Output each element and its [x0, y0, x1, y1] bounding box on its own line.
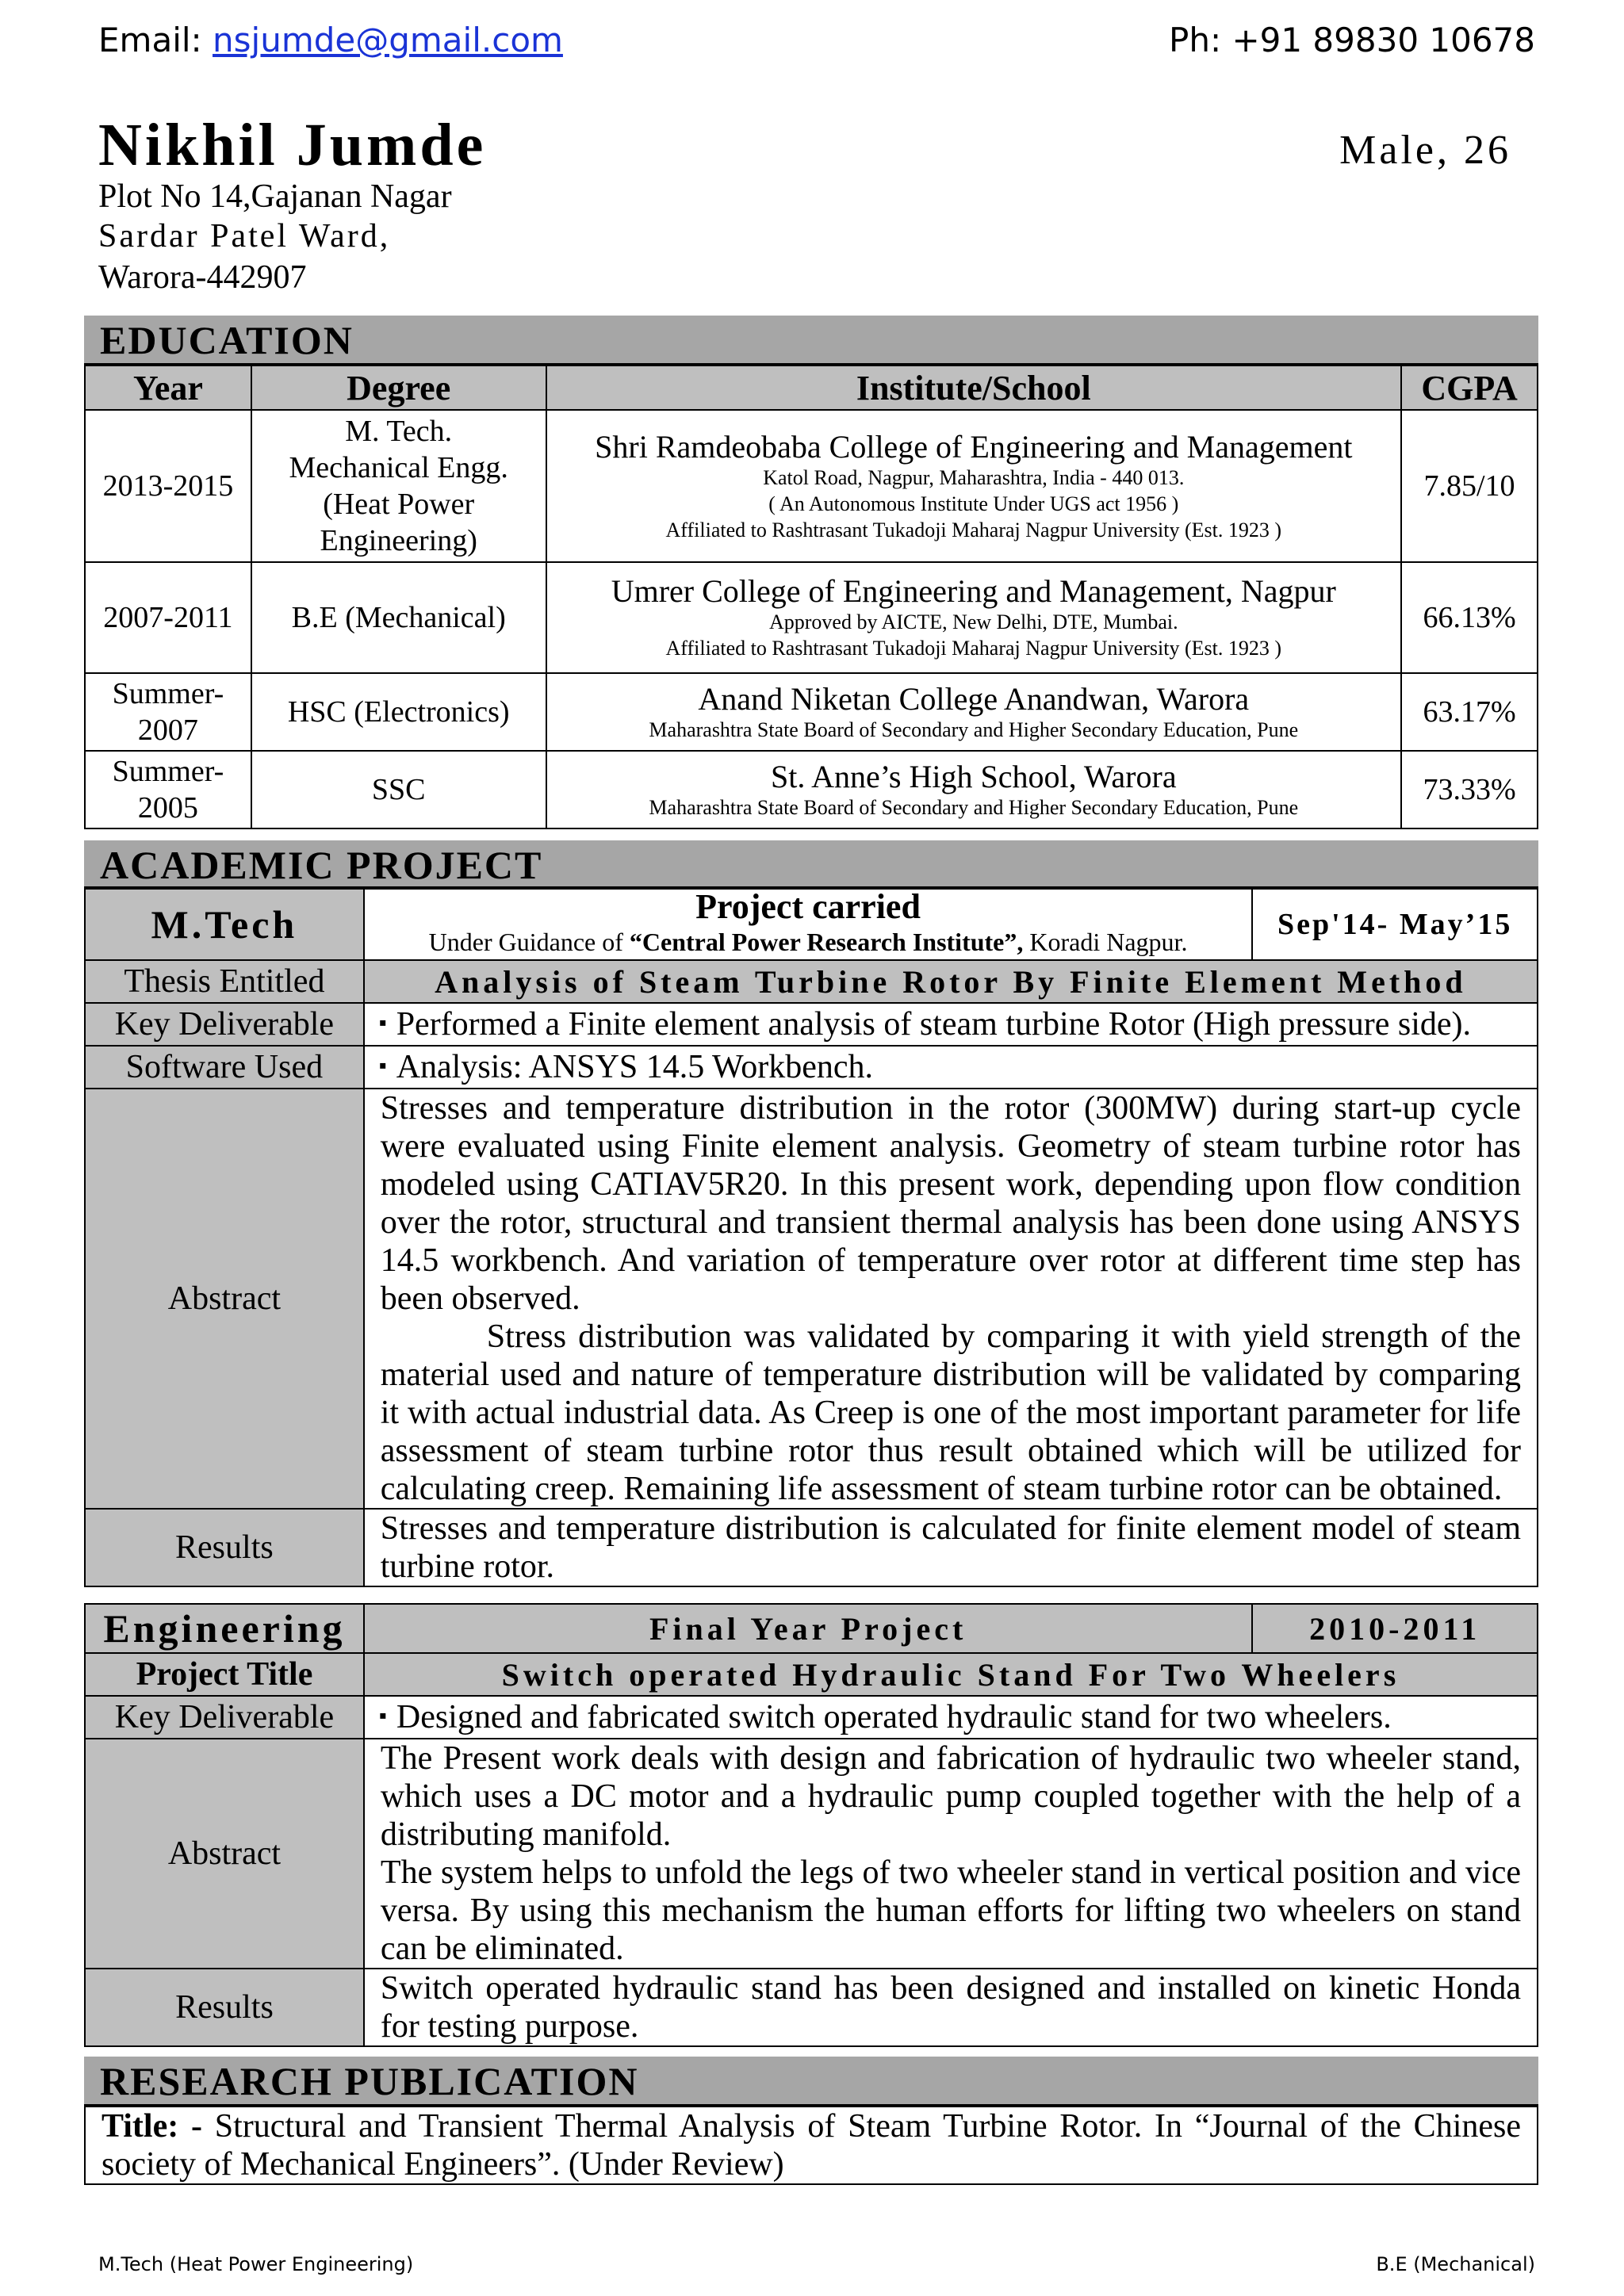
project-carried-cell	[364, 889, 1253, 960]
research-title: RESEARCH PUBLICATION	[100, 2059, 639, 2103]
education-row	[85, 673, 1538, 751]
abstract-paragraph: The system helps to unfold the legs of two wheeler stand in vertical position and vice versa. By using this mechanism the human efforts for lifting two wheelers on stand can be eliminated.	[380, 1854, 1521, 1967]
abstract-paragraph: The Present work deals with design and fabrication of hydraulic two wheeler stand, which uses a DC motor and a hydraulic pump coupled together with the help of a distributing manifold.	[380, 1740, 1521, 1853]
engineering-project-table	[84, 1603, 1538, 2047]
abstract-label: Abstract	[85, 1089, 364, 1509]
mtech-period: Sep'14- May’15	[1252, 889, 1538, 960]
guidance-prefix: Under Guidance of	[428, 928, 630, 956]
address-line-1: Plot No 14,Gajanan Nagar	[98, 178, 452, 215]
education-title: EDUCATION	[100, 318, 354, 362]
research-section-header	[84, 2057, 1538, 2106]
edu-institute	[546, 673, 1402, 751]
deliverable-label: Key Deliverable	[85, 1696, 364, 1739]
research-body: Structural and Transient Thermal Analysis of Steam Turbine Rotor. In “Journal of the Chinese society of Mechanical Engineers”. (Under Review)	[102, 2108, 1521, 2183]
address-line-3: Warora-442907	[98, 259, 307, 296]
engineering-period: 2010-2011	[1252, 1604, 1538, 1653]
abstract-text	[364, 1739, 1538, 1969]
contact-phone: Ph: +91 89830 10678	[1169, 21, 1535, 59]
results-label: Results	[85, 1509, 364, 1586]
abstract-paragraph: Stress distribution was validated by comparing it with yield strength of the material used and nature of temperature distribution will be validated by comparing it with actual industrial data. As Creep is one of the most important parameter for life assessment of steam turbine rotor thus result obtained which will be utilized for calculating creep. Remaining life assessment of steam turbine rotor can be obtained.	[380, 1318, 1521, 1507]
institute-name: Umrer College of Engineering and Management, Nagpur	[611, 573, 1336, 609]
edu-degree: HSC (Electronics)	[251, 673, 546, 751]
education-section-header	[84, 316, 1538, 365]
header-degree: Degree	[251, 365, 546, 410]
footer-right: B.E (Mechanical)	[1376, 2253, 1535, 2275]
degree-line: (Heat Power	[323, 488, 475, 521]
results-row	[85, 1509, 1538, 1586]
research-text	[85, 2107, 1538, 2184]
mtech-label: M.Tech	[85, 889, 364, 960]
address-line-2: Sardar Patel Ward,	[98, 218, 391, 254]
institute-detail: Maharashtra State Board of Secondary and Higher Secondary Education, Pune	[649, 795, 1299, 819]
deliverable-row	[85, 1696, 1538, 1739]
edu-score: 7.85/10	[1401, 410, 1538, 562]
education-row	[85, 410, 1538, 562]
institute-detail: Affiliated to Rashtrasant Tukadoji Maharaj Nagpur University (Est. 1923 )	[665, 518, 1282, 541]
deliverable-text: ▪ Designed and fabricated switch operated hydraulic stand for two wheelers.	[364, 1696, 1538, 1739]
institute-detail: Affiliated to Rashtrasant Tukadoji Maharaj Nagpur University (Est. 1923 )	[665, 637, 1282, 660]
edu-degree	[251, 410, 546, 562]
year-line: Summer-	[112, 677, 224, 710]
abstract-paragraph: Stresses and temperature distribution in the rotor (300MW) during start-up cycle were evaluated using Finite element analysis. Geometry of steam turbine rotor has modeled using CATIAV5R20. In this present work, depending upon flow condition over the rotor, structural and transient thermal analysis has been done using ANSYS 14.5 workbench. And variation of temperature over rotor at different time step has been observed.	[380, 1090, 1521, 1317]
software-label: Software Used	[85, 1046, 364, 1089]
email-link[interactable]: nsjumde@gmail.com	[213, 21, 563, 59]
institute-name: Shri Ramdeobaba College of Engineering and Management	[595, 428, 1353, 465]
edu-year: 2013-2015	[85, 410, 251, 562]
header-institute: Institute/School	[546, 365, 1402, 410]
education-table	[84, 365, 1538, 829]
abstract-row	[85, 1089, 1538, 1509]
degree-line: M. Tech.	[345, 415, 453, 448]
edu-institute	[546, 562, 1402, 673]
results-row	[85, 1969, 1538, 2046]
institute-name: Anand Niketan College Anandwan, Warora	[698, 680, 1250, 717]
edu-degree: SSC	[251, 751, 546, 828]
institute-detail: Katol Road, Nagpur, Maharashtra, India - 440 013.	[763, 465, 1185, 489]
mtech-header-row	[85, 889, 1538, 960]
academic-project-section-header	[84, 840, 1538, 888]
deliverable-text: ▪ Performed a Finite element analysis of steam turbine Rotor (High pressure side).	[364, 1003, 1538, 1046]
software-row	[85, 1046, 1538, 1089]
degree-line: Mechanical Engg.	[289, 451, 508, 484]
edu-score: 73.33%	[1401, 751, 1538, 828]
thesis-title: Analysis of Steam Turbine Rotor By Finite Element Method	[364, 960, 1538, 1003]
thesis-label: Thesis Entitled	[85, 960, 364, 1003]
abstract-text	[364, 1089, 1538, 1509]
institute-detail: Approved by AICTE, New Delhi, DTE, Mumbai.	[769, 610, 1178, 633]
year-line: 2005	[137, 791, 198, 825]
email-label: Email:	[98, 21, 213, 59]
edu-score: 63.17%	[1401, 673, 1538, 751]
institute-name: St. Anne’s High School, Warora	[771, 758, 1177, 794]
education-row	[85, 751, 1538, 828]
project-carried: Project carried	[695, 887, 921, 926]
year-line: 2007	[137, 714, 198, 747]
project-title: Switch operated Hydraulic Stand For Two Wheelers	[364, 1653, 1538, 1696]
year-line: Summer-	[112, 755, 224, 788]
engineering-header-row	[85, 1604, 1538, 1653]
deliverable-row	[85, 1003, 1538, 1046]
project-title-label: Project Title	[85, 1653, 364, 1696]
results-text: Switch operated hydraulic stand has been designed and installed on kinetic Honda for testing purpose.	[364, 1969, 1538, 2046]
edu-degree: B.E (Mechanical)	[251, 562, 546, 673]
edu-score: 66.13%	[1401, 562, 1538, 673]
abstract-row	[85, 1739, 1538, 1969]
edu-year	[85, 673, 251, 751]
results-label: Results	[85, 1969, 364, 2046]
project-title-row	[85, 1653, 1538, 1696]
header-cgpa: CGPA	[1401, 365, 1538, 410]
candidate-name: Nikhil Jumde	[98, 112, 487, 178]
education-header-row	[85, 365, 1538, 410]
institute-detail: Maharashtra State Board of Secondary and Higher Secondary Education, Pune	[649, 718, 1299, 741]
contact-email	[98, 21, 563, 59]
engineering-label: Engineering	[85, 1604, 364, 1653]
results-text: Stresses and temperature distribution is calculated for finite element model of steam turbine rotor.	[364, 1509, 1538, 1586]
research-label: Title: -	[102, 2108, 202, 2145]
guidance-line	[365, 924, 1252, 959]
engineering-project-type: Final Year Project	[364, 1604, 1252, 1653]
research-table	[84, 2106, 1538, 2185]
mtech-project-table	[84, 888, 1538, 1587]
gender-age: Male, 26	[1339, 128, 1511, 173]
abstract-label: Abstract	[85, 1739, 364, 1969]
academic-project-title: ACADEMIC PROJECT	[100, 843, 543, 887]
education-row	[85, 562, 1538, 673]
deliverable-label: Key Deliverable	[85, 1003, 364, 1046]
software-text: ▪ Analysis: ANSYS 14.5 Workbench.	[364, 1046, 1538, 1089]
header-year: Year	[85, 365, 251, 410]
guidance-org: “Central Power Research Institute”,	[629, 928, 1024, 956]
thesis-row	[85, 960, 1538, 1003]
edu-year	[85, 751, 251, 828]
footer-left: M.Tech (Heat Power Engineering)	[98, 2253, 414, 2275]
degree-line: Engineering)	[320, 524, 477, 557]
research-row	[85, 2107, 1538, 2184]
institute-detail: ( An Autonomous Institute Under UGS act 1956 )	[768, 492, 1179, 515]
guidance-suffix: Koradi Nagpur.	[1023, 928, 1188, 956]
edu-institute	[546, 751, 1402, 828]
edu-year: 2007-2011	[85, 562, 251, 673]
edu-institute	[546, 410, 1402, 562]
